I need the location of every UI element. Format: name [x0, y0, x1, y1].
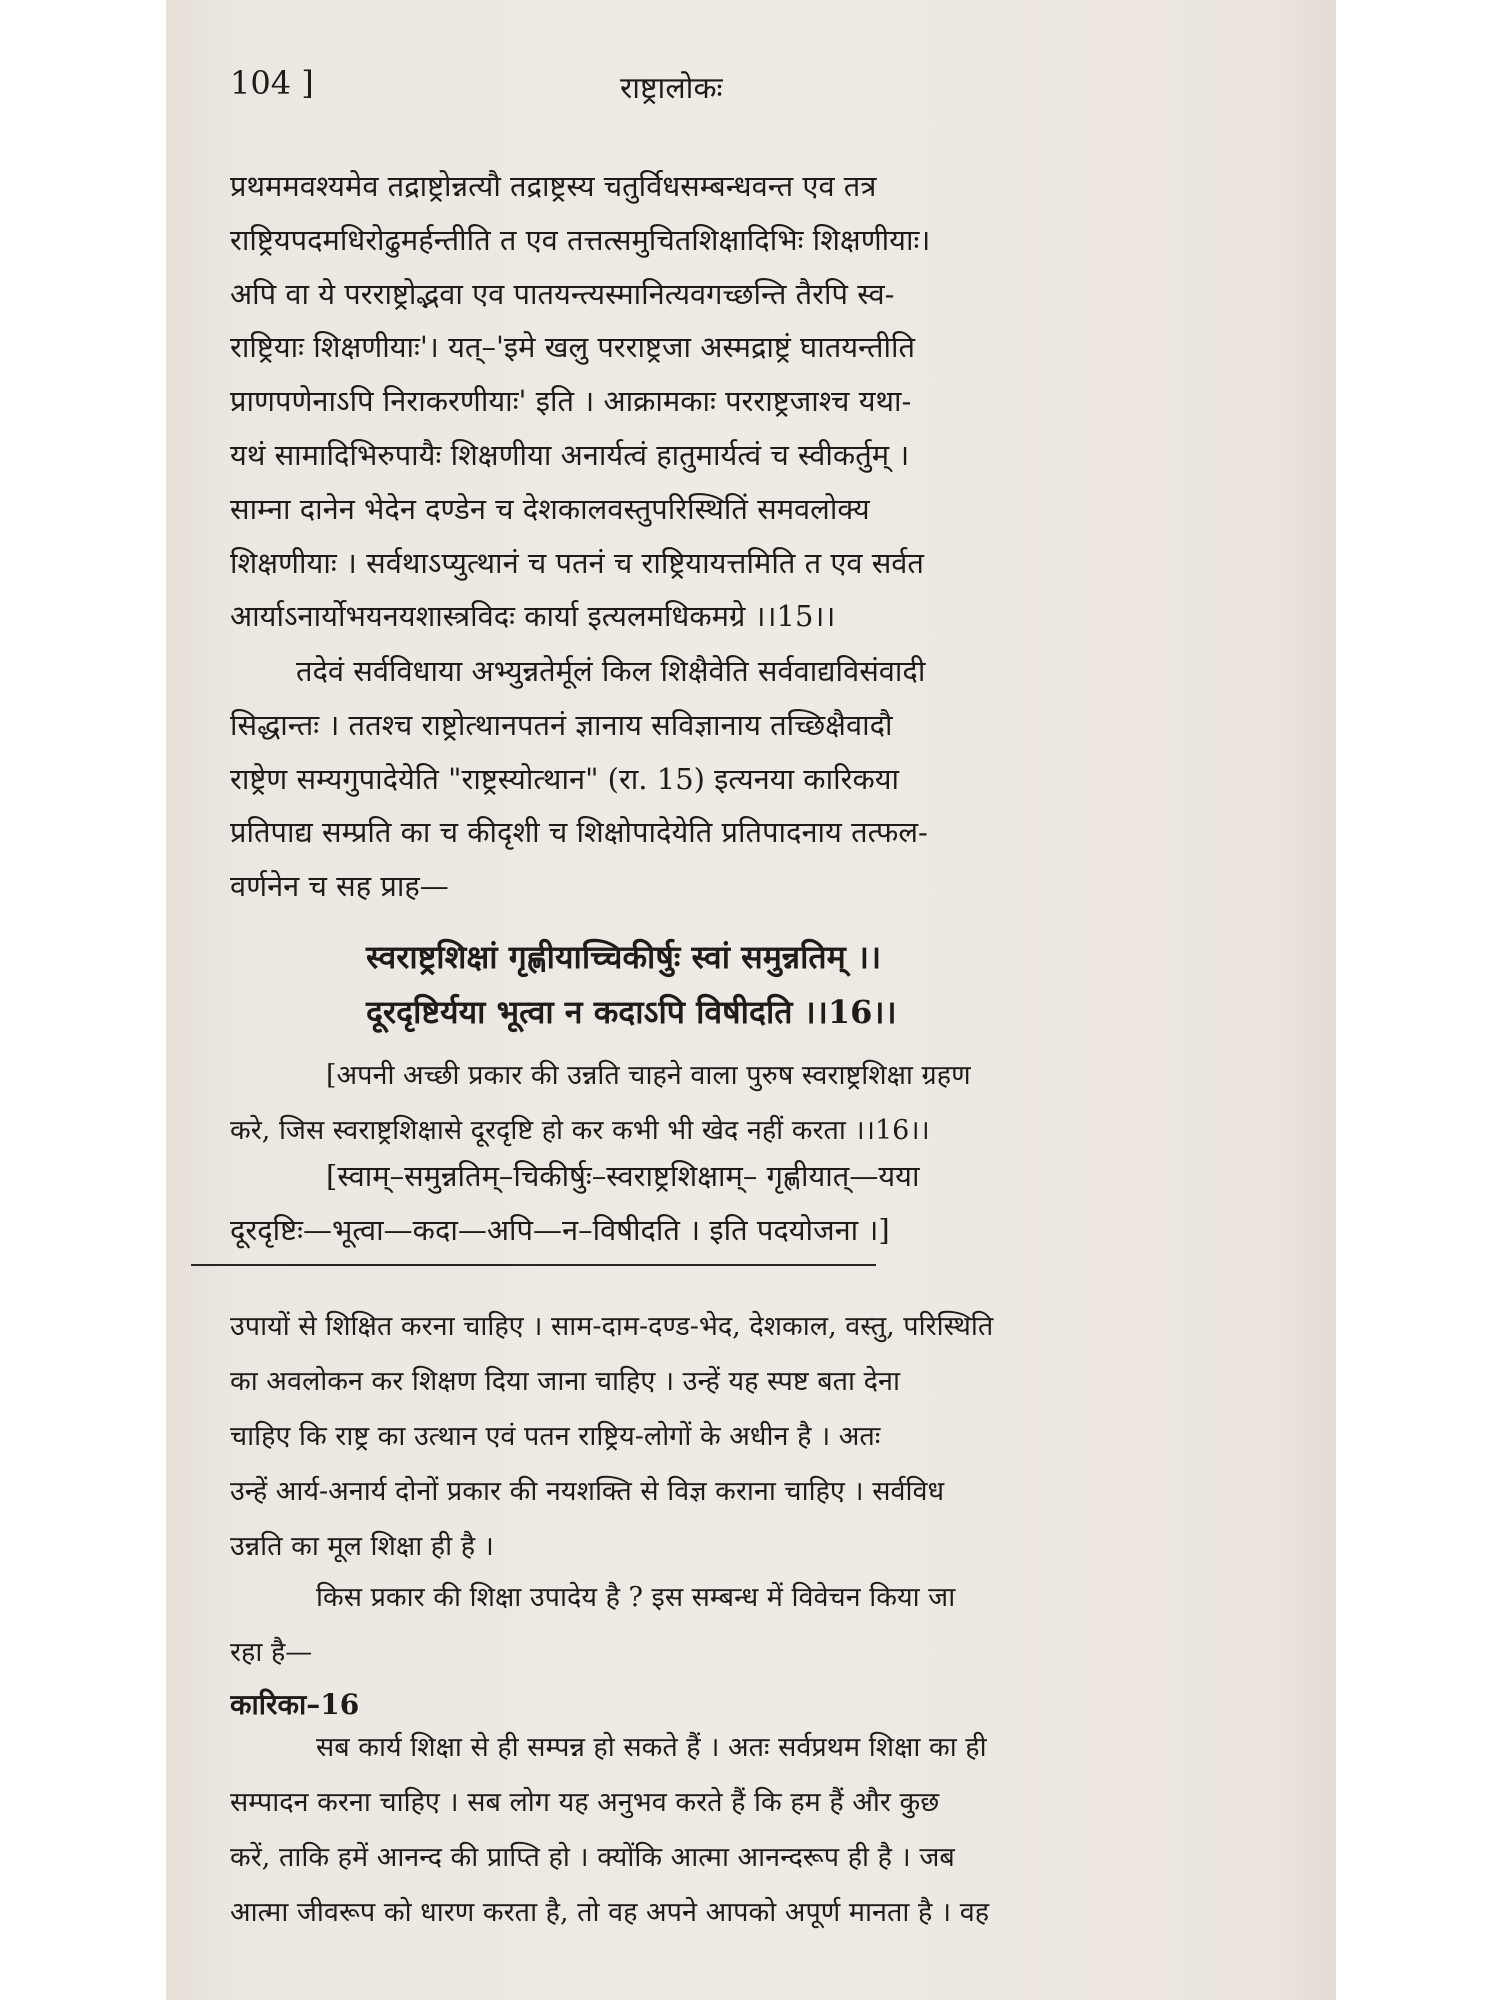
page-header [230, 64, 1270, 114]
text-line: रहा है— [230, 1637, 313, 1668]
text-line: [स्वाम्–समुन्नतिम्–चिकीर्षुः–स्वराष्ट्रशिक्षाम्– गृह्णीयात्—यया [326, 1159, 920, 1193]
text-line: का अवलोकन कर शिक्षण दिया जाना चाहिए । उन्हें यह स्पष्ट बता देना [230, 1366, 900, 1397]
book-page [166, 0, 1336, 2000]
text-line: साम्ना दानेन भेदेन दण्डेन च देशकालवस्तुपरिस्थितिं समवलोक्य [230, 491, 870, 526]
text-line: करे, जिस स्वराष्ट्रशिक्षासे दूरदृष्टि हो कर कभी भी खेद नहीं करता ।।16।। [230, 1115, 930, 1146]
text-line: सिद्धान्तः । ततश्च राष्ट्रोत्थानपतनं ज्ञानाय सविज्ञानाय तच्छिक्षैवादौ [230, 707, 893, 742]
text-line: उपायों से शिक्षित करना चाहिए । साम-दाम-दण्ड-भेद, देशकाल, वस्तु, परिस्थिति [230, 1311, 994, 1342]
text-line: यथं सामादिभिरुपायैः शिक्षणीया अनार्यत्वं हातुमार्यत्वं च स्वीकर्तुम् । [230, 437, 910, 472]
sanskrit-intro [230, 645, 1270, 914]
text-line: वर्णनेन च सह प्राह— [230, 869, 449, 904]
text-line: राष्ट्रियाः शिक्षणीयाः'। यत्–'इमे खलु परराष्ट्रजा अस्मद्राष्ट्रं घातयन्तीति [230, 330, 916, 365]
text-line: उन्हें आर्य-अनार्य दोनों प्रकार की नयशक्ति से विज्ञ कराना चाहिए । सर्वविध [230, 1476, 945, 1507]
hindi-commentary [230, 1299, 1270, 1574]
hindi-translation [230, 1048, 1270, 1158]
text-line: आर्याऽनार्योभयनयशास्त्रविदः कार्या इत्यलमधिकमग्रे ।।15।। [230, 599, 836, 634]
text-line: शिक्षणीयाः । सर्वथाऽप्युत्थानं च पतनं च राष्ट्रियायत्तमिति त एव सर्वत [230, 545, 924, 580]
text-line: अपि वा ये परराष्ट्रोद्भवा एव पातयन्त्यस्मानित्यवगच्छन्ति तैरपि स्व- [230, 276, 895, 311]
text-line: किस प्रकार की शिक्षा उपादेय है ? इस सम्बन्ध में विवेचन किया जा [316, 1582, 956, 1613]
sanskrit-commentary [230, 160, 1270, 644]
hindi-intro [230, 1570, 1270, 1680]
text-line: करें, ताकि हमें आनन्द की प्राप्ति हो । क्योंकि आत्मा आनन्दरूप ही है । जब [230, 1842, 955, 1873]
karika-explanation [230, 1720, 1270, 1940]
verse-line: दूरदृष्टिर्यया भूत्वा न कदाऽपि विषीदति ।।16।। [366, 993, 897, 1031]
karika-label: कारिका–16 [230, 1688, 360, 1721]
page-number: 104 ] [230, 64, 314, 102]
text-line: सम्पादन करना चाहिए । सब लोग यह अनुभव करते हैं कि हम हैं और कुछ [230, 1787, 940, 1818]
text-line: सब कार्य शिक्षा से ही सम्पन्न हो सकते हैं । अतः सर्वप्रथम शिक्षा का ही [316, 1732, 987, 1763]
verse-line: स्वराष्ट्रशिक्षां गृह्णीयाच्चिकीर्षुः स्वां समुन्नतिम् ।। [366, 938, 882, 976]
text-line: उन्नति का मूल शिक्षा ही है । [230, 1531, 494, 1562]
text-line: [अपनी अच्छी प्रकार की उन्नति चाहने वाला पुरुष स्वराष्ट्रशिक्षा ग्रहण [326, 1060, 971, 1091]
running-head: राष्ट्रालोकः [620, 71, 723, 106]
text-line: तदेवं सर्वविधाया अभ्युन्नतेर्मूलं किल शिक्षैवेति सर्ववाद्यविसंवादी [296, 654, 926, 688]
footnote-divider [191, 1264, 876, 1266]
padayojana [230, 1150, 1270, 1258]
text-line: प्राणपणेनाऽपि निराकरणीयाः' इति । आक्रामकाः परराष्ट्रजाश्च यथा- [230, 384, 912, 419]
text-line: प्रतिपाद्य सम्प्रति का च कीदृशी च शिक्षोपादेयेति प्रतिपादनाय तत्फल- [230, 815, 928, 850]
karika-verse [230, 930, 1270, 1040]
text-line: आत्मा जीवरूप को धारण करता है, तो वह अपने आपको अपूर्ण मानता है । वह [230, 1897, 990, 1928]
text-line: राष्ट्रियपदमधिरोढुमर्हन्तीति त एव तत्तत्समुचितशिक्षादिभिः शिक्षणीयाः। [230, 222, 931, 257]
text-line: राष्ट्रेण सम्यगुपादेयेति "राष्ट्रस्योत्थान" (रा. 15) इत्यनया कारिकया [230, 761, 900, 796]
text-line: चाहिए कि राष्ट्र का उत्थान एवं पतन राष्ट्रिय-लोगों के अधीन है । अतः [230, 1421, 881, 1452]
text-line: प्रथममवश्यमेव तद्राष्ट्रोन्नत्यौ तद्राष्ट्रस्य चतुर्विधसम्बन्धवन्त एव तत्र [230, 169, 877, 203]
text-line: दूरदृष्टिः—भूत्वा—कदा—अपि—न–विषीदति । इति पदयोजना ।] [230, 1212, 890, 1247]
